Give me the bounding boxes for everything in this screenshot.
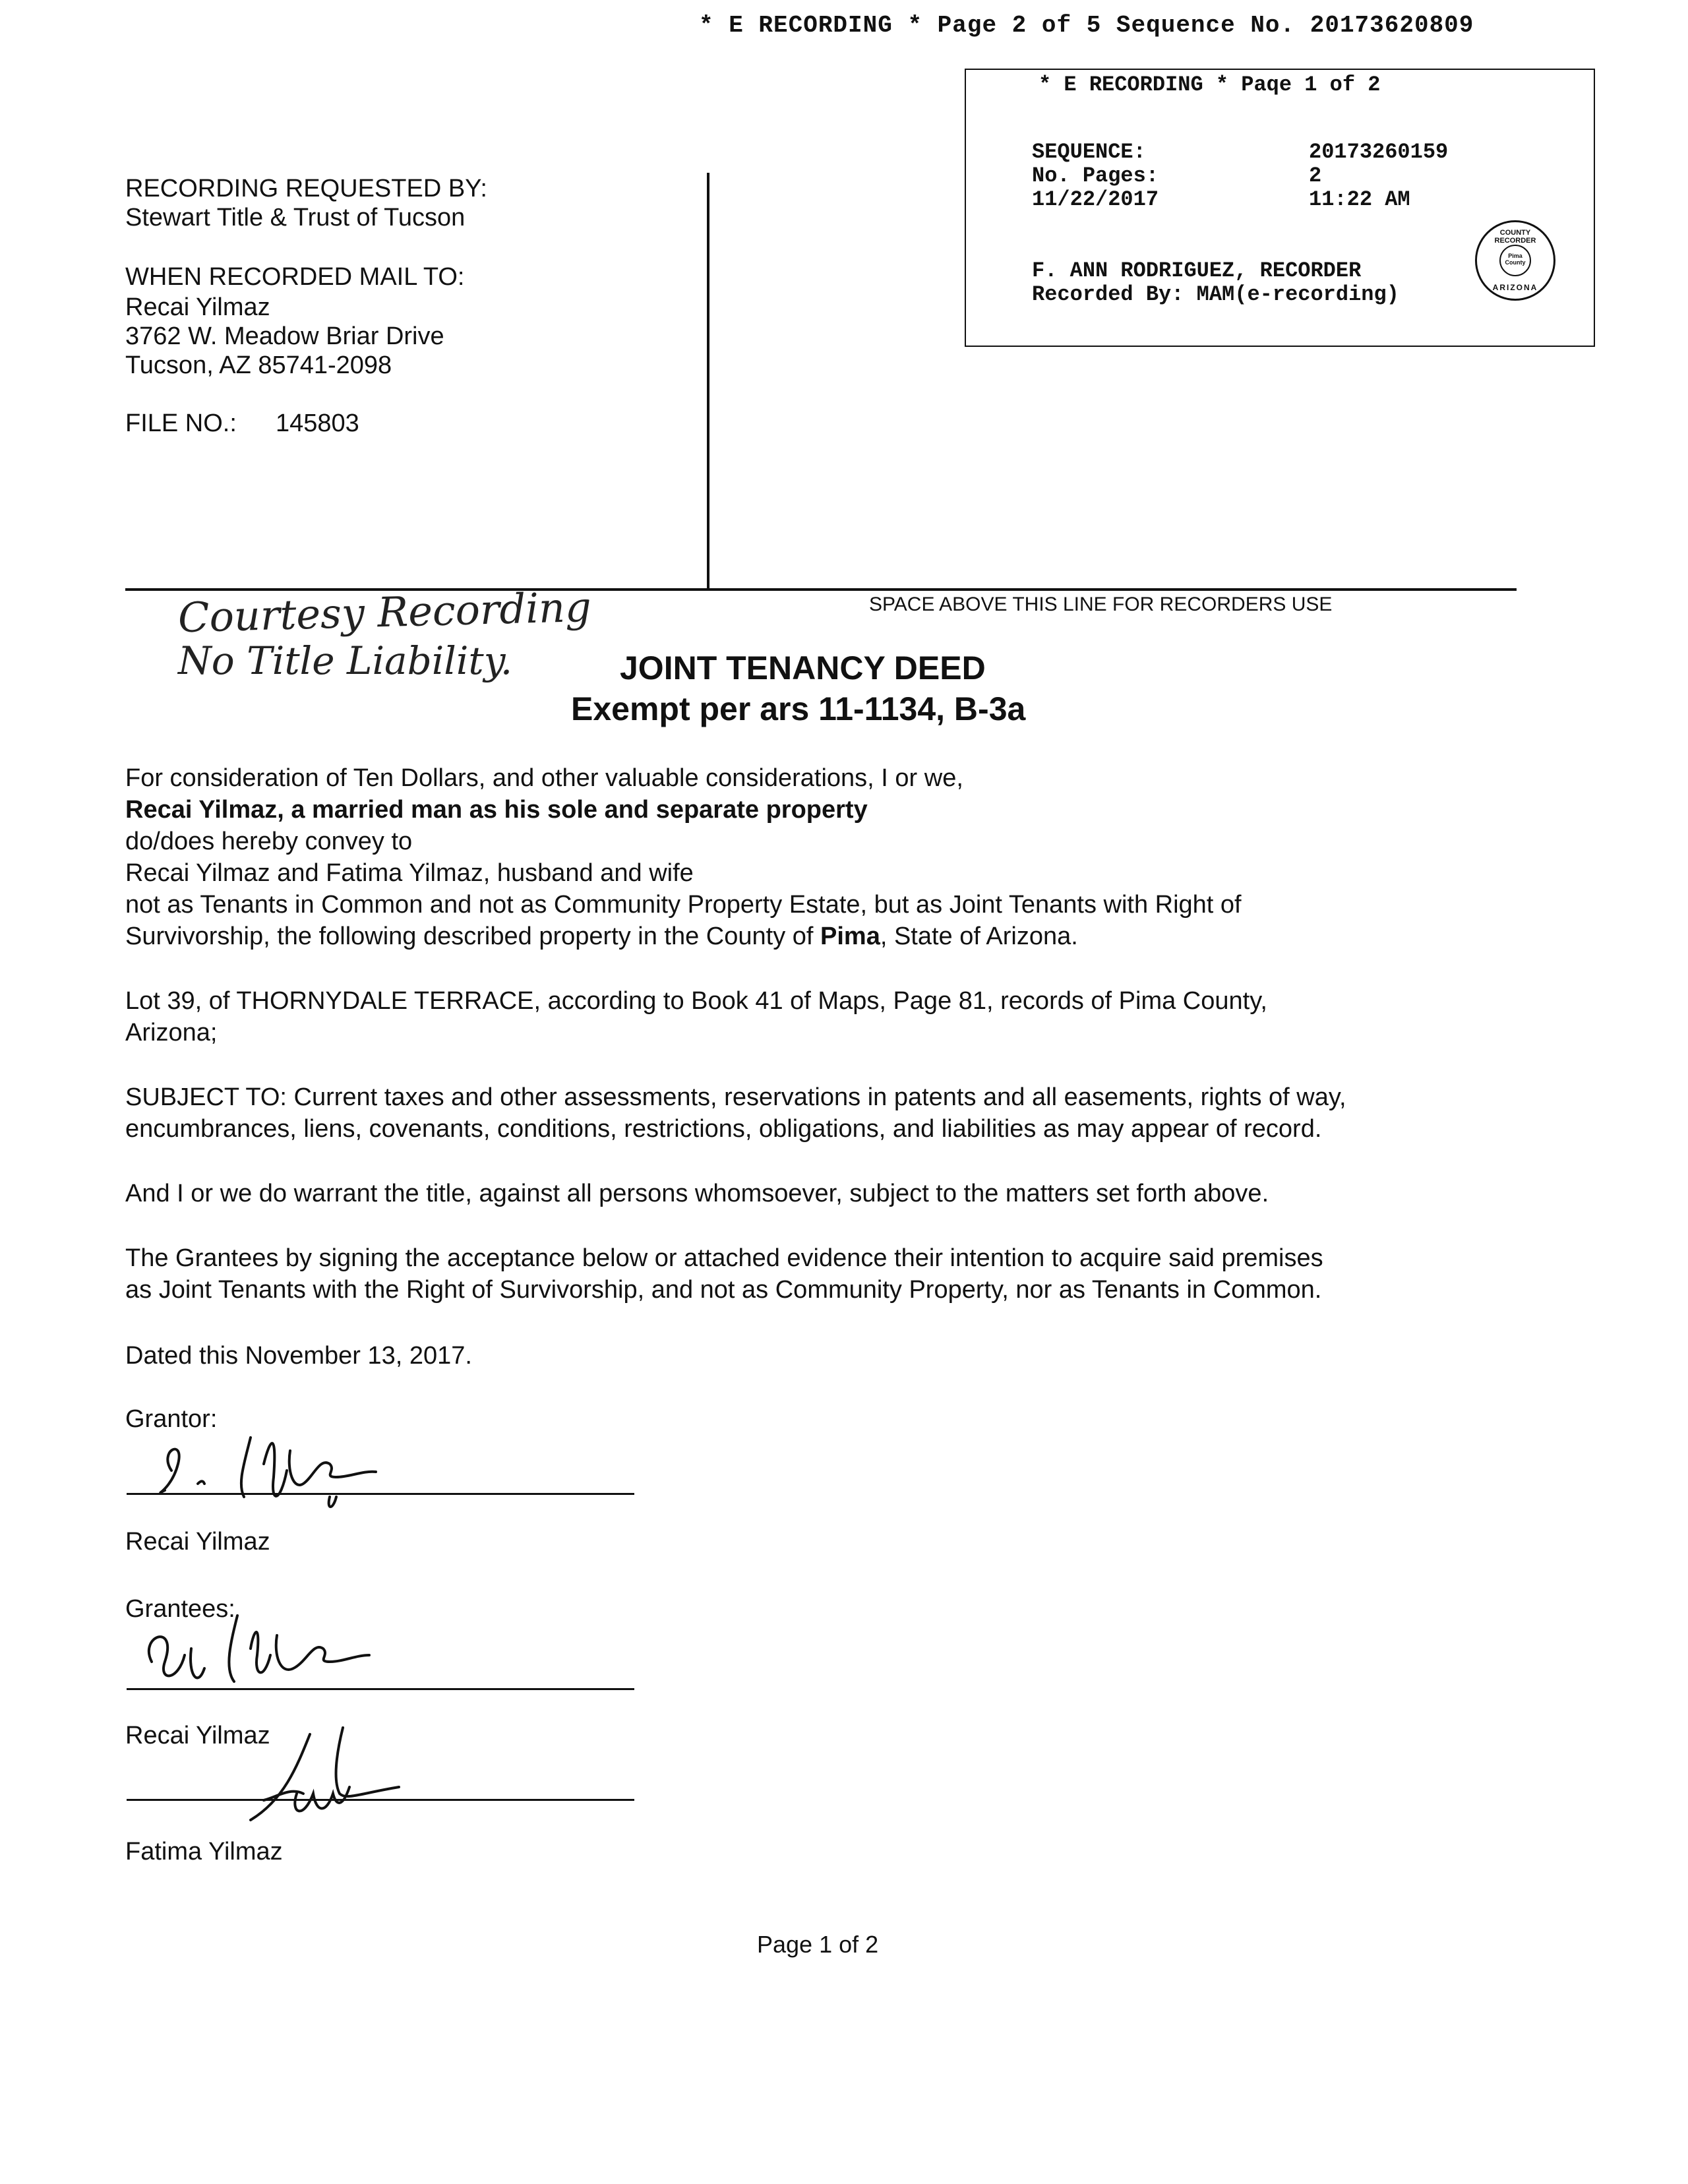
recording-requested-label: RECORDING REQUESTED BY: — [125, 175, 487, 202]
convey-text: do/does hereby convey to — [125, 828, 413, 855]
handwritten-title-note: No Title Liability. — [178, 638, 513, 683]
file-no-label: FILE NO.: — [125, 410, 237, 437]
dated-text: Dated this November 13, 2017. — [125, 1342, 472, 1370]
recorder-name: F. ANN RODRIGUEZ, RECORDER — [1032, 258, 1362, 283]
tenancy-line-2 — [125, 921, 1078, 952]
mail-to-label: WHEN RECORDED MAIL TO: — [125, 263, 465, 291]
pages-label: No. Pages: — [1032, 164, 1159, 188]
mail-to-city: Tucson, AZ 85741-2098 — [125, 351, 392, 379]
seal-bottom-text: ARIZONA — [1492, 283, 1538, 292]
sequence-label: SEQUENCE: — [1032, 140, 1146, 164]
grantor-name: Recai Yilmaz — [125, 1528, 270, 1556]
header-vertical-divider — [707, 173, 709, 590]
grantor-label: Grantor: — [125, 1405, 218, 1433]
deed-subtitle: Exempt per ars 11-1134, B-3a — [571, 690, 1026, 727]
seal-top-text: COUNTY RECORDER — [1494, 229, 1536, 245]
recorded-by: Recorded By: MAM(e-recording) — [1032, 282, 1399, 307]
county-name: Pima — [820, 923, 880, 950]
tenancy-line-1: not as Tenants in Common and not as Community Property Estate, but as Joint Tenants with Right of — [125, 891, 1242, 919]
sequence-value: 20173260159 — [1309, 140, 1449, 164]
stamp-header: * E RECORDING * Paqe 1 of 2 — [1039, 73, 1381, 97]
warranty-text: And I or we do warrant the title, against all persons whomsoever, subject to the matters set forth above. — [125, 1180, 1269, 1207]
grantees-acceptance-1: The Grantees by signing the acceptance below or attached evidence their intention to acquire said premises — [125, 1244, 1323, 1272]
deed-title: JOINT TENANCY DEED — [620, 650, 986, 686]
page-footer: Page 1 of 2 — [757, 1931, 879, 1958]
grantee2-signature — [224, 1721, 448, 1833]
pages-value: 2 — [1309, 164, 1322, 188]
legal-description-1: Lot 39, of THORNYDALE TERRACE, according to Book 41 of Maps, Page 81, records of Pima County, — [125, 987, 1267, 1015]
legal-description-2: Arizona; — [125, 1019, 218, 1046]
grantee2-signature-line — [127, 1799, 634, 1801]
grantee1-name: Recai Yilmaz — [125, 1722, 270, 1749]
grantor-signature — [132, 1424, 435, 1523]
subject-to-1: SUBJECT TO: Current taxes and other assessments, reservations in patents and all easements, rights of way, — [125, 1083, 1346, 1111]
top-recording-banner: * E RECORDING * Page 2 of 5 Sequence No. 20173620809 — [699, 12, 1474, 39]
grantee1-signature-line — [127, 1688, 634, 1690]
grantees-line: Recai Yilmaz and Fatima Yilmaz, husband and wife — [125, 859, 694, 887]
recorded-date: 11/22/2017 — [1032, 187, 1159, 212]
recorded-time: 11:22 AM — [1309, 187, 1410, 212]
grantees-acceptance-2: as Joint Tenants with the Right of Survivorship, and not as Community Property, nor as Tenants in Common. — [125, 1276, 1322, 1304]
handwritten-courtesy-note: Courtesy Recording — [177, 582, 592, 642]
grantees-label: Grantees: — [125, 1595, 235, 1623]
recording-requested-name: Stewart Title & Trust of Tucson — [125, 204, 466, 231]
tenancy-text-b: , State of Arizona. — [880, 923, 1078, 950]
grantor-signature-line — [127, 1493, 634, 1495]
recorder-stamp-box — [965, 69, 1595, 347]
county-recorder-seal — [1475, 220, 1555, 301]
file-no-value: 145803 — [276, 410, 359, 437]
consideration-text: For consideration of Ten Dollars, and other valuable considerations, I or we, — [125, 764, 963, 792]
tenancy-text-a: Survivorship, the following described property in the County of — [125, 923, 820, 950]
subject-to-2: encumbrances, liens, covenants, conditions, restrictions, obligations, and liabilities as may appear of record. — [125, 1115, 1322, 1143]
grantor-description: Recai Yilmaz, a married man as his sole and separate property — [125, 796, 868, 824]
mail-to-street: 3762 W. Meadow Briar Drive — [125, 322, 444, 350]
grantee1-signature — [125, 1609, 402, 1708]
seal-center-text: Pima County — [1505, 253, 1526, 266]
space-above-label: SPACE ABOVE THIS LINE FOR RECORDERS USE — [869, 593, 1333, 615]
mail-to-name: Recai Yilmaz — [125, 293, 270, 321]
grantee2-name: Fatima Yilmaz — [125, 1838, 283, 1866]
